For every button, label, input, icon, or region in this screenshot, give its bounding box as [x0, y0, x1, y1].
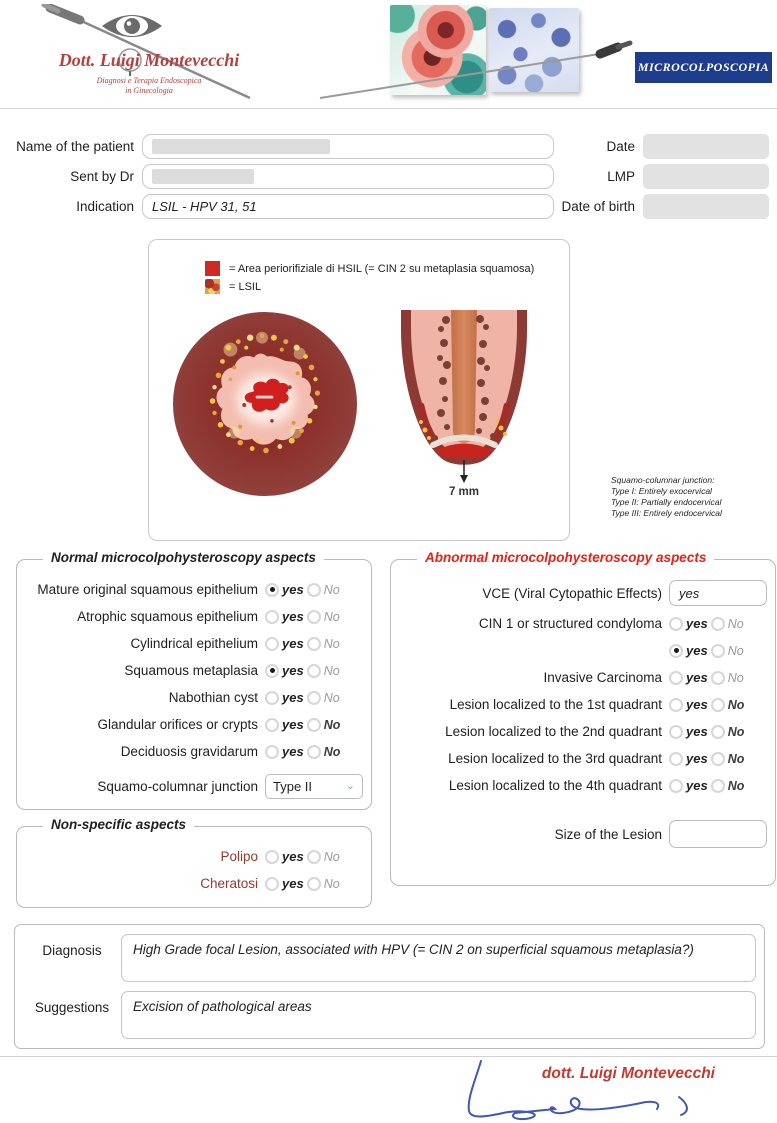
radio-yes-label[interactable]: yes: [282, 717, 304, 732]
radio-group: [669, 724, 767, 739]
aspect-label: Lesion localized to the 1st quadrant: [449, 697, 662, 712]
diagram-section: [0, 239, 777, 541]
histology-photo: [489, 8, 579, 92]
patient-name-label: Name of the patient: [16, 138, 134, 154]
clinic-logo: [14, 4, 354, 104]
diagram-legend: [205, 261, 534, 297]
radio-yes-label[interactable]: yes: [282, 849, 304, 864]
sent-by-input[interactable]: [142, 164, 554, 189]
aspect-row: [399, 718, 767, 745]
aspect-label: Polipo: [220, 849, 258, 864]
radio-yes[interactable]: [669, 617, 683, 631]
nonspecific-aspects-title: Non-specific aspects: [43, 817, 194, 832]
diagram-panel: [148, 239, 570, 541]
cytology-photo: [390, 5, 486, 95]
radio-no[interactable]: [307, 610, 321, 624]
scj-note-line: Type III: Entirely endocervical: [611, 508, 722, 519]
radio-no[interactable]: [711, 671, 725, 685]
radio-no[interactable]: [711, 698, 725, 712]
radio-no[interactable]: [307, 850, 321, 864]
radio-group: [265, 690, 363, 705]
aspect-row: [399, 772, 767, 799]
aspect-label: CIN 1 or structured condyloma: [478, 616, 662, 631]
radio-yes[interactable]: [669, 671, 683, 685]
radio-group: [265, 717, 363, 732]
diagnosis-input[interactable]: High Grade focal Lesion, associated with HPV (= CIN 2 on superficial squamous metaplasia?): [121, 934, 756, 982]
summary-section: [14, 924, 765, 1049]
radio-group: [265, 609, 363, 624]
radio-no[interactable]: [307, 718, 321, 732]
sent-by-label: Sent by Dr: [70, 168, 134, 184]
aspect-label: Invasive Carcinoma: [543, 670, 662, 685]
radio-no-label[interactable]: No: [323, 849, 340, 864]
radio-yes[interactable]: [265, 664, 279, 678]
dob-input[interactable]: [643, 194, 769, 219]
aspect-row: [25, 870, 363, 897]
radio-no-label[interactable]: No: [727, 724, 745, 739]
vce-value: yes: [679, 585, 700, 601]
scj-note: [611, 475, 722, 519]
radio-group: [669, 670, 767, 685]
radio-yes[interactable]: [669, 779, 683, 793]
aspect-label: Lesion localized to the 2nd quadrant: [445, 724, 662, 739]
patient-section: [0, 109, 777, 219]
radio-group: [265, 876, 363, 891]
radio-no-label[interactable]: No: [727, 778, 745, 793]
aspect-row: [399, 745, 767, 772]
aspect-label: Glandular orifices or crypts: [97, 717, 258, 732]
radio-yes-label[interactable]: yes: [686, 643, 708, 658]
aspect-row: [25, 576, 363, 603]
radio-yes[interactable]: [265, 877, 279, 891]
vce-label: VCE (Viral Cytopathic Effects): [482, 585, 662, 601]
radio-no[interactable]: [711, 617, 725, 631]
aspect-row: [399, 664, 767, 691]
scj-note-title: Squamo-columnar junction:: [611, 475, 715, 485]
radio-no[interactable]: [307, 691, 321, 705]
radio-no-label[interactable]: No: [727, 643, 744, 658]
radio-no-label[interactable]: No: [323, 717, 341, 732]
radio-group: [669, 616, 767, 631]
radio-no[interactable]: [711, 725, 725, 739]
radio-yes-label[interactable]: yes: [282, 636, 304, 651]
size-label: Size of the Lesion: [554, 826, 662, 842]
radio-yes-label[interactable]: yes: [686, 670, 708, 685]
scj-note-line: Type II: Partially endocervical: [611, 497, 722, 508]
scj-note-line: Type I: Entirely exocervical: [611, 486, 712, 497]
junction-label: Squamo-columnar junction: [97, 778, 258, 794]
junction-value: Type II: [273, 778, 313, 794]
doctor-subtitle-line1: Diagnosi e Terapia Endoscopica: [96, 76, 202, 85]
aspect-row: [25, 738, 363, 765]
radio-no-label[interactable]: No: [323, 663, 340, 678]
radio-group: [669, 697, 767, 712]
radio-yes-label[interactable]: yes: [686, 697, 708, 712]
radio-group: [265, 636, 363, 651]
lmp-label: LMP: [607, 168, 635, 184]
aspect-row: [399, 610, 767, 637]
aspect-label: Squamous metaplasia: [124, 663, 258, 678]
radio-no-label[interactable]: No: [323, 582, 340, 597]
indication-label: Indication: [76, 198, 134, 214]
radio-yes[interactable]: [265, 610, 279, 624]
aspect-label: Lesion localized to the 4th quadrant: [448, 778, 662, 793]
suggestions-input[interactable]: Excision of pathological areas: [121, 991, 756, 1039]
redacted-value: [152, 139, 330, 154]
aspect-label: Cylindrical epithelium: [130, 636, 258, 651]
aspect-row: [25, 657, 363, 684]
aspect-row: [399, 637, 767, 664]
aspects-section: [0, 550, 777, 908]
abnormal-aspects-fieldset: [390, 550, 776, 886]
size-row: [399, 817, 767, 851]
radio-no[interactable]: [711, 752, 725, 766]
aspect-label: Atrophic squamous epithelium: [77, 609, 258, 624]
abnormal-aspects-title: Abnormal microcolpohysteroscopy aspects: [417, 550, 714, 565]
header: [0, 0, 777, 108]
radio-no-label[interactable]: No: [323, 876, 340, 891]
radio-yes-label[interactable]: yes: [686, 724, 708, 739]
radio-yes[interactable]: [669, 725, 683, 739]
normal-aspects-title: Normal microcolpohysteroscopy aspects: [43, 550, 324, 565]
radio-yes[interactable]: [265, 718, 279, 732]
radio-group: [265, 663, 363, 678]
vce-input[interactable]: [669, 580, 767, 606]
date-label: Date: [606, 138, 635, 154]
cervix-front-view-diagram: [171, 310, 359, 498]
radio-yes-label[interactable]: yes: [686, 751, 708, 766]
radio-yes[interactable]: [669, 752, 683, 766]
radio-yes[interactable]: [669, 644, 683, 658]
suggestions-row: [23, 991, 756, 1039]
radio-no[interactable]: [307, 664, 321, 678]
hsil-legend-text: = Area periorifiziale di HSIL (= CIN 2 su metaplasia squamosa): [229, 262, 535, 275]
doctor-name: Dott. Luigi Montevecchi: [58, 50, 240, 70]
radio-no-label[interactable]: No: [727, 751, 745, 766]
radio-group: [265, 849, 363, 864]
radio-no-label[interactable]: No: [323, 609, 340, 624]
radio-yes-label[interactable]: yes: [282, 582, 304, 597]
radio-no[interactable]: [711, 779, 725, 793]
aspect-label: Nabothian cyst: [168, 690, 258, 705]
patient-name-input[interactable]: [142, 134, 554, 159]
radio-group: [669, 778, 767, 793]
diagnosis-row: [23, 934, 756, 982]
radio-group: [669, 643, 767, 658]
aspect-row: [399, 691, 767, 718]
aspect-row: [25, 843, 363, 870]
radio-yes[interactable]: [265, 850, 279, 864]
report-type-banner: MICROCOLPOSCOPIA: [635, 52, 772, 83]
radio-no[interactable]: [711, 644, 725, 658]
radio-no-label[interactable]: No: [323, 636, 340, 651]
indication-input[interactable]: [142, 194, 554, 219]
indication-value: LSIL - HPV 31, 51: [152, 198, 257, 214]
aspect-row: [25, 711, 363, 738]
radio-yes-label[interactable]: yes: [686, 778, 708, 793]
size-input[interactable]: [669, 820, 767, 848]
aspect-label: Lesion localized to the 3rd quadrant: [448, 751, 662, 766]
junction-select[interactable]: [265, 774, 363, 799]
radio-yes-label[interactable]: yes: [282, 663, 304, 678]
radio-no[interactable]: [307, 877, 321, 891]
radio-yes[interactable]: [669, 698, 683, 712]
radio-yes[interactable]: [265, 583, 279, 597]
vce-row: [399, 576, 767, 610]
hsil-swatch-icon: [205, 261, 220, 276]
radio-yes-label[interactable]: yes: [282, 744, 304, 759]
radio-yes-label[interactable]: yes: [282, 876, 304, 891]
radio-yes[interactable]: [265, 745, 279, 759]
radio-no-label[interactable]: No: [323, 744, 341, 759]
dob-label: Date of birth: [561, 198, 635, 214]
lsil-legend-text: = LSIL: [229, 280, 262, 293]
aspect-row: [25, 684, 363, 711]
radio-no-label[interactable]: No: [727, 697, 745, 712]
suggestions-label: Suggestions: [34, 1000, 110, 1015]
radio-group: [669, 751, 767, 766]
cervical-canal-section-diagram: [399, 310, 529, 485]
signature-name: dott. Luigi Montevecchi: [541, 1065, 715, 1082]
date-input[interactable]: [643, 134, 769, 159]
lsil-swatch-icon: [205, 279, 220, 294]
nonspecific-aspects-fieldset: [16, 817, 372, 908]
aspect-row: [25, 630, 363, 657]
radio-yes[interactable]: [265, 637, 279, 651]
normal-aspects-fieldset: [16, 550, 372, 810]
aspect-label: Cheratosi: [200, 876, 258, 891]
radio-no[interactable]: [307, 745, 321, 759]
radio-group: [265, 582, 363, 597]
radio-yes-label[interactable]: yes: [282, 690, 304, 705]
radio-yes-label[interactable]: yes: [282, 609, 304, 624]
doctor-subtitle: [44, 76, 254, 97]
radio-no[interactable]: [307, 583, 321, 597]
radio-no-label[interactable]: No: [323, 690, 340, 705]
diagnosis-label: Diagnosis: [42, 943, 102, 958]
radio-group: [265, 744, 363, 759]
measurement-label: 7 mm: [448, 486, 480, 498]
aspect-row: [25, 603, 363, 630]
handwritten-signature: [429, 1057, 729, 1123]
radio-no-label[interactable]: No: [727, 616, 744, 631]
redacted-value: [152, 169, 254, 184]
junction-row: [25, 771, 363, 801]
aspect-label: Deciduosis gravidarum: [120, 744, 258, 759]
doctor-subtitle-line2: in Ginecologia: [125, 86, 173, 96]
radio-yes-label[interactable]: yes: [686, 616, 708, 631]
radio-no[interactable]: [307, 637, 321, 651]
signature-zone: [0, 1057, 777, 1123]
lmp-input[interactable]: [643, 164, 769, 189]
radio-yes[interactable]: [265, 691, 279, 705]
radio-no-label[interactable]: No: [727, 670, 744, 685]
aspect-label: Mature original squamous epithelium: [37, 582, 258, 597]
chevron-down-icon: ⌄: [345, 779, 355, 792]
